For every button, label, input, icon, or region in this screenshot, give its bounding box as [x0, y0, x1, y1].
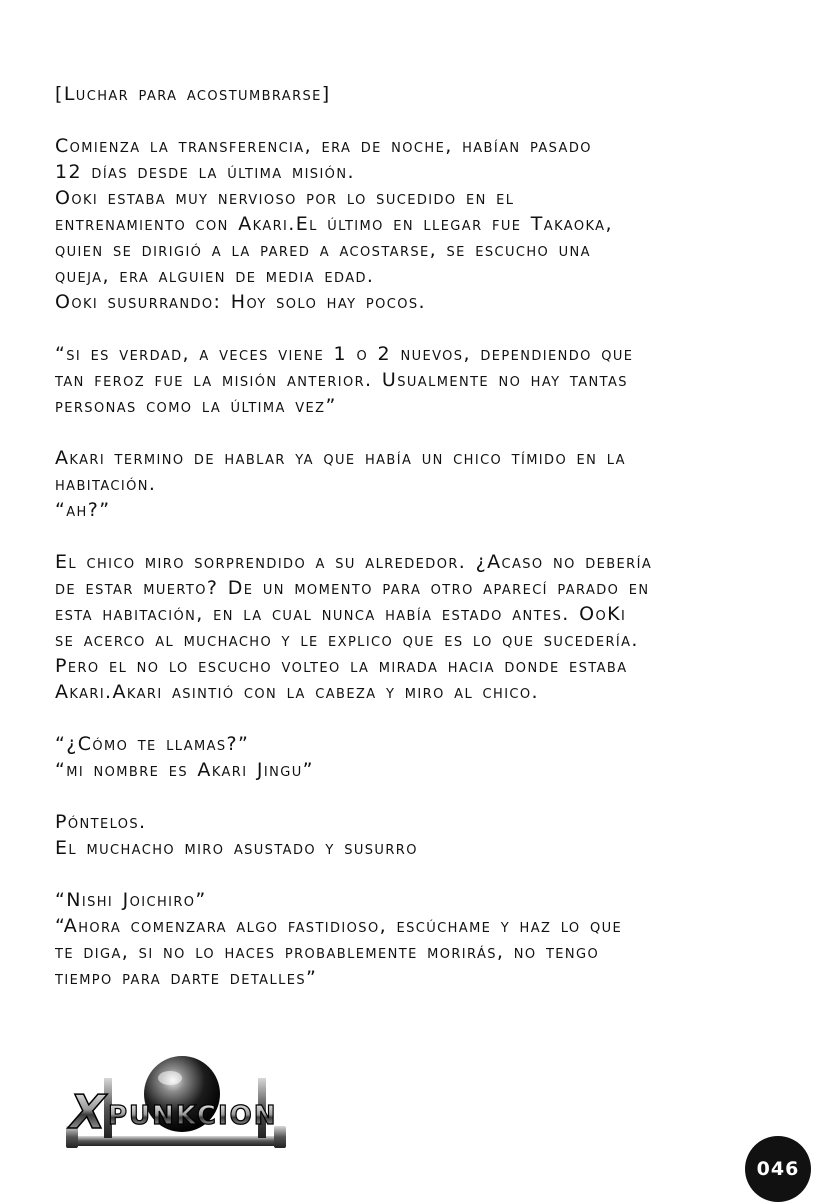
svg-text:PUNKCION: PUNKCION	[108, 1101, 278, 1131]
text-line: “mi nombre es Akari Jingu”	[55, 759, 314, 781]
xpunkcion-logo	[62, 1048, 342, 1158]
text-line: se acerco al muchacho y le explico que es lo que sucedería.	[55, 629, 639, 651]
text-line: Akari.Akari asintió con la cabeza y miro al chico.	[55, 681, 539, 703]
text-line: “Nishi Joichiro”	[55, 889, 207, 911]
text-line: Pero el no lo escucho volteo la mirada hacia donde estaba	[55, 655, 628, 677]
text-line: Ooki susurrando: Hoy solo hay pocos.	[55, 291, 426, 313]
text-line: Akari termino de hablar ya que había un chico tímido en la	[55, 447, 626, 469]
text-line: 12 días desde la última misión.	[55, 161, 355, 183]
text-line: El muchacho miro asustado y susurro	[55, 837, 418, 859]
text-line: de estar muerto? De un momento para otro aparecí parado en	[55, 577, 650, 599]
text-line: El chico miro sorprendido a su alrededor. ¿Acaso no debería	[55, 551, 653, 573]
text-line: personas como la última vez”	[55, 395, 337, 417]
page-number-badge: 046	[745, 1136, 811, 1202]
text-line: tan feroz fue la misión anterior. Usualmente no hay tantas	[55, 369, 628, 391]
text-line: “si es verdad, a veces viene 1 o 2 nuevos, dependiendo que	[55, 343, 634, 365]
text-line: tiempo para darte detalles”	[55, 967, 318, 989]
text-line: “ah?”	[55, 499, 111, 521]
text-line: Póntelos.	[55, 811, 147, 833]
text-line: “Ahora comenzara algo fastidioso, escúchame y haz lo que	[55, 915, 623, 937]
text-line: te diga, si no lo haces probablemente morirás, no tengo	[55, 941, 600, 963]
text-line: quien se dirigió a la pared a acostarse, se escucho una	[55, 239, 591, 261]
text-line: entrenamiento con Akari.El último en llegar fue Takaoka,	[55, 213, 613, 235]
sphere-logo-icon	[62, 1048, 342, 1158]
text-line: queja, era alguien de media edad.	[55, 265, 375, 287]
body-text	[55, 81, 825, 991]
text-line: “¿Cómo te llamas?”	[55, 733, 250, 755]
svg-text:X: X	[70, 1085, 106, 1139]
text-line: habitación.	[55, 473, 157, 495]
text-line: Comienza la transferencia, era de noche, habían pasado	[55, 135, 592, 157]
text-line: esta habitación, en la cual nunca había estado antes. OoKi	[55, 603, 627, 625]
text-line: Ooki estaba muy nervioso por lo sucedido en el	[55, 187, 515, 209]
chapter-title: [Luchar para acostumbrarse]	[55, 83, 331, 105]
